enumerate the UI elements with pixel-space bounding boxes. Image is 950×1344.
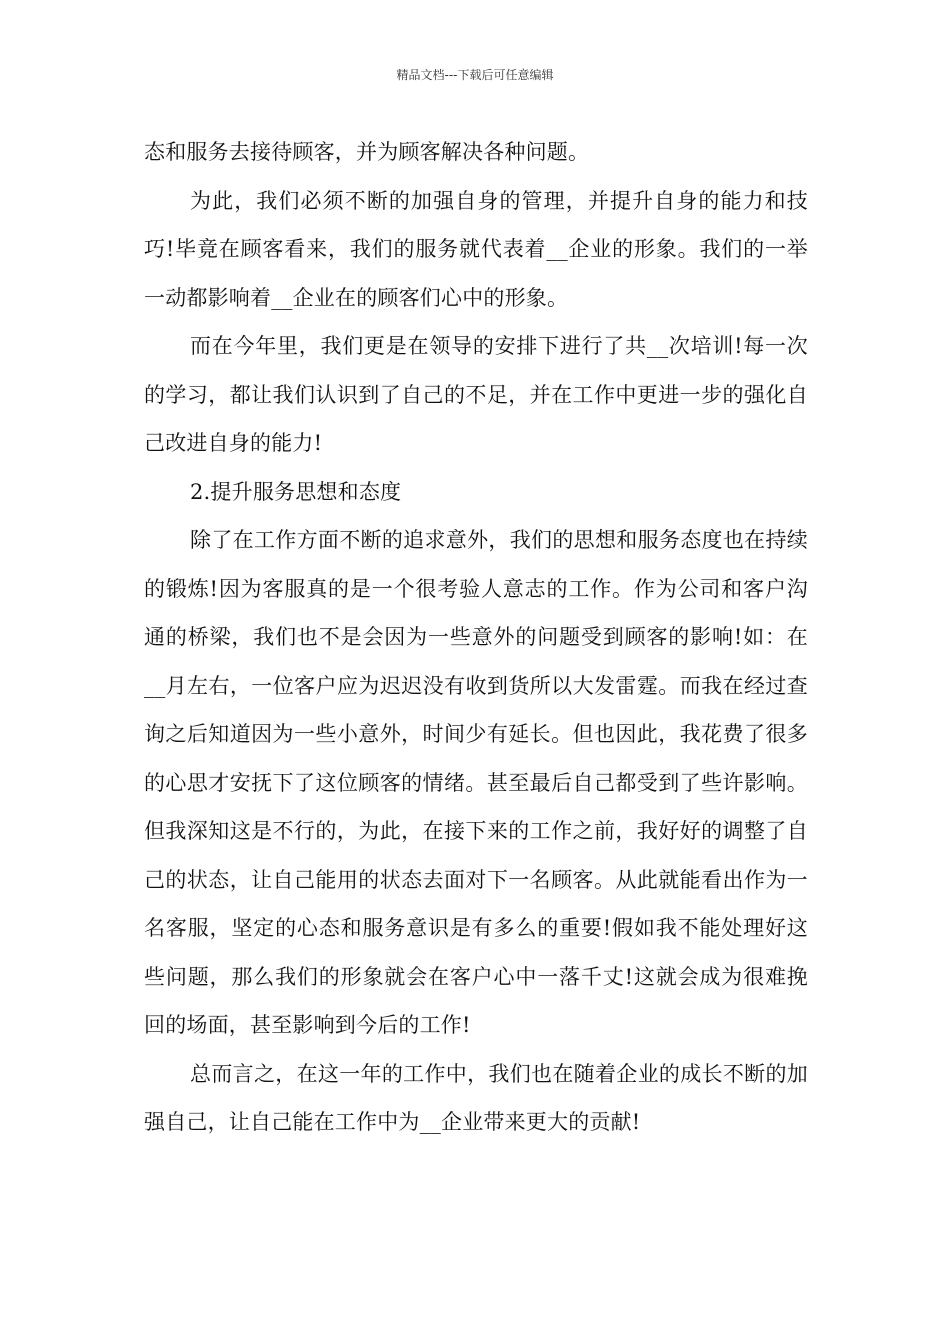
page-header: 精品文档---下载后可任意编辑 xyxy=(396,68,554,82)
paragraph-training: 而在今年里，我们更是在领导的安排下进行了共__次培训!每一次的学习，都让我们认识到了自己的不足，并在工作中更进一步的强化自己改进自身的能力! xyxy=(144,334,808,455)
section-heading: 2.提升服务思想和态度 xyxy=(190,479,402,504)
paragraph-service-attitude: 除了在工作方面不断的追求意外，我们的思想和服务态度也在持续的锻炼!因为客服真的是一个很考验人意志的工作。作为公司和客户沟通的桥梁，我们也不是会因为一些意外的问题受到顾客的影响!如：在__月左右，一位客户应为迟迟没有收到货所以大发雷霆。而我在经过查询之后知道因为一些小意外，时间少有延长。但也因此，我花费了很多的心思才安抚下了这位顾客的情绪。甚至最后自己都受到了些许影响。但我深知这是不行的，为此，在接下来的工作之前，我好好的调整了自己的状态，让自己能用的状态去面对下一名顾客。从此就能看出作为一名客服，坚定的心态和服务意识是有多么的重要!假如我不能处理好这些问题，那么我们的形象就会在客户心中一落千丈!这就会成为很难挽回的场面，甚至影响到今后的工作! xyxy=(144,528,808,1037)
paragraph-continuation: 态和服务去接待顾客，并为顾客解决各种问题。 xyxy=(144,140,590,164)
paragraph-conclusion: 总而言之，在这一年的工作中，我们也在随着企业的成长不断的加强自己，让自己能在工作中为__企业带来更大的贡献! xyxy=(144,1061,808,1134)
document-body xyxy=(144,128,808,1147)
paragraph-self-improvement: 为此，我们必须不断的加强自身的管理，并提升自身的能力和技巧!毕竟在顾客看来，我们的服务就代表着__企业的形象。我们的一举一动都影响着__企业在的顾客们心中的形象。 xyxy=(144,188,808,310)
